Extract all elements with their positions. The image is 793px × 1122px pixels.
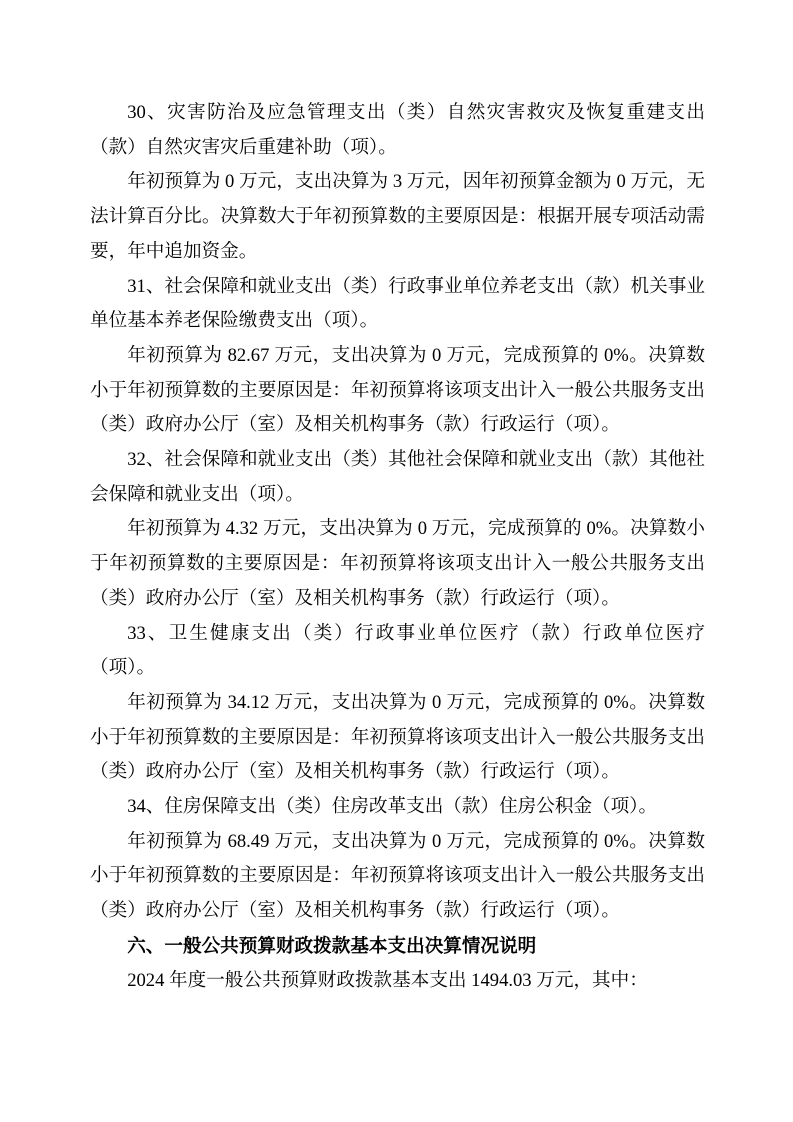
paragraph-item-32: 32、社会保障和就业支出（类）其他社会保障和就业支出（款）其他社会保障和就业支出（项）。 [90, 449, 705, 505]
paragraph-item-32-detail: 年初预算为 4.32 万元，支出决算为 0 万元，完成预算的 0%。决算数小于年初预算数的主要原因是：年初预算将该项支出计入一般公共服务支出（类）政府办公厅（室）及相关机构事务（款）行政运行（项）。 [90, 518, 705, 609]
paragraph-item-30-detail: 年初预算为 0 万元，支出决算为 3 万元，因年初预算金额为 0 万元，无法计算百分比。决算数大于年初预算数的主要原因是：根据开展专项活动需要，年中追加资金。 [90, 171, 705, 262]
paragraph-item-30: 30、灾害防治及应急管理支出（类）自然灾害救灾及恢复重建支出（款）自然灾害灾后重建补助（项）。 [90, 102, 705, 158]
section-heading-six: 六、一般公共预算财政拨款基本支出决算情况说明 [127, 934, 537, 956]
paragraph-item-31: 31、社会保障和就业支出（类）行政事业单位养老支出（款）机关事业单位基本养老保险缴费支出（项）。 [90, 275, 705, 332]
paragraph-item-34-detail: 年初预算为 68.49 万元，支出决算为 0 万元，完成预算的 0%。决算数小于年初预算数的主要原因是：年初预算将该项支出计入一般公共服务支出（类）政府办公厅（室）及相关机构事务（款）行政运行（项）。 [90, 830, 705, 922]
paragraph-item-33-detail: 年初预算为 34.12 万元，支出决算为 0 万元，完成预算的 0%。决算数小于年初预算数的主要原因是：年初预算将该项支出计入一般公共服务支出（类）政府办公厅（室）及相关机构事务（款）行政运行（项）。 [90, 691, 705, 783]
paragraph-item-34: 34、住房保障支出（类）住房改革支出（款）住房公积金（项）。 [127, 796, 658, 818]
paragraph-basic-expense-total: 2024 年度一般公共预算财政拨款基本支出 1494.03 万元，其中： [127, 969, 648, 991]
paragraph-item-33: 33、卫生健康支出（类）行政事业单位医疗（款）行政单位医疗（项）。 [90, 622, 705, 679]
paragraph-item-31-detail: 年初预算为 82.67 万元，支出决算为 0 万元，完成预算的 0%。决算数小于年初预算数的主要原因是：年初预算将该项支出计入一般公共服务支出（类）政府办公厅（室）及相关机构事务（款）行政运行（项）。 [90, 344, 705, 436]
